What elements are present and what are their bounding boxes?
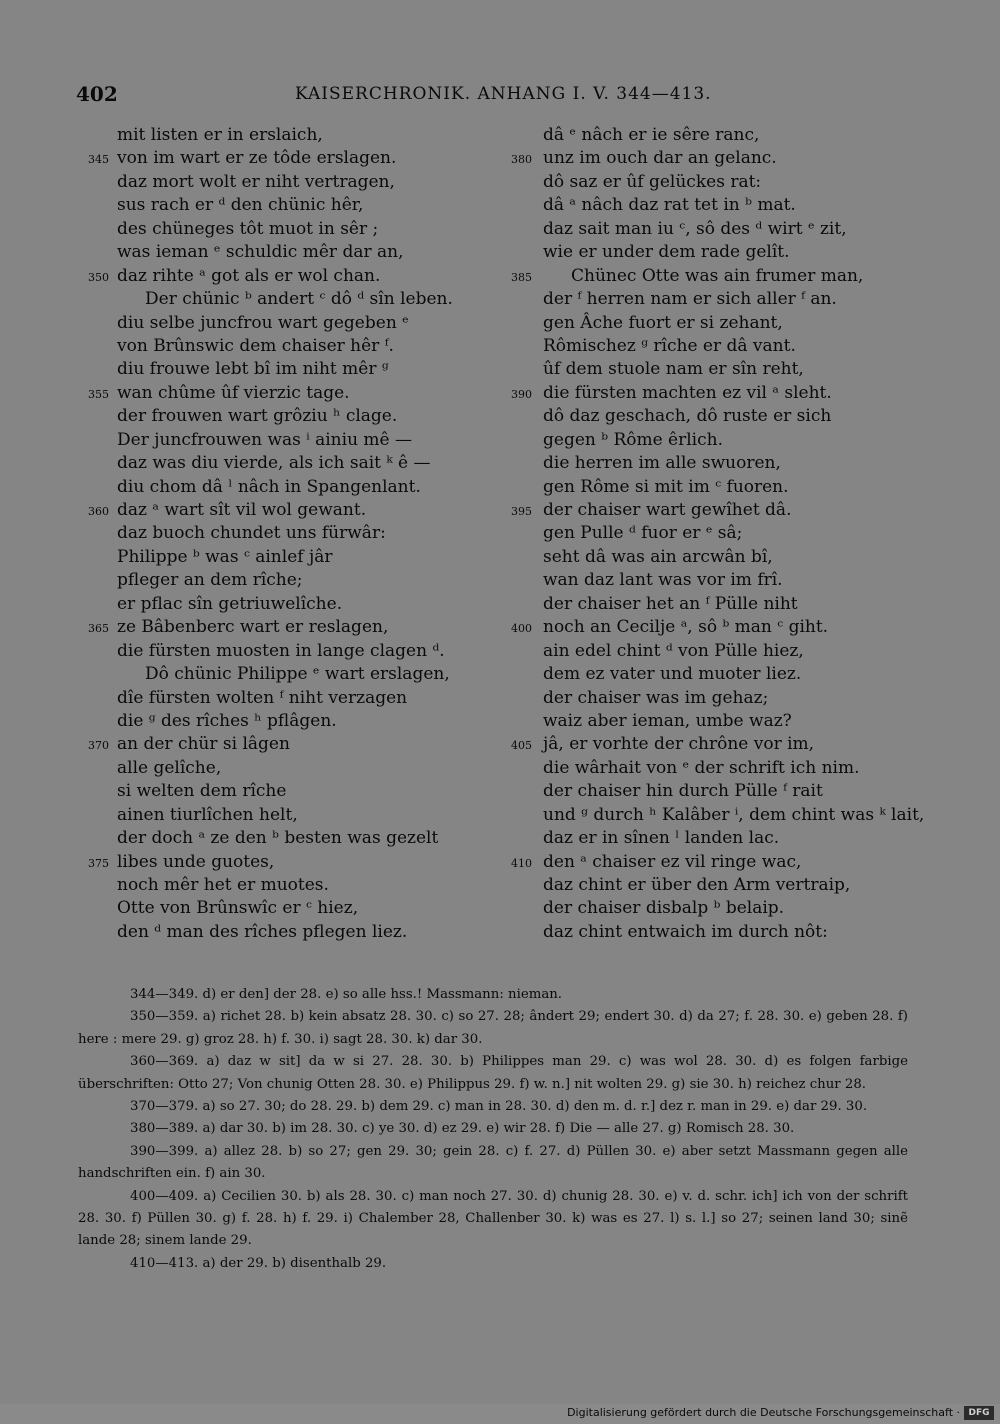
verse-text: der chaiser het an ᶠ Pülle niht	[543, 593, 798, 614]
verse-line	[505, 194, 935, 217]
verse-text: pfleger an dem rîche;	[117, 570, 303, 591]
verse-line	[72, 405, 502, 428]
verse-text: den ᵈ man des rîches pflegen liez.	[117, 921, 408, 942]
verse-number: 410	[511, 856, 532, 870]
verse-text: daz chint er über den Arm vertraip,	[543, 875, 851, 895]
verse-line	[505, 522, 935, 545]
verse-line	[72, 663, 502, 686]
verse-text: gen Rôme si mit im ᶜ fuoren.	[543, 476, 789, 497]
verse-line	[72, 312, 502, 335]
verse-line	[505, 171, 935, 194]
verse-text: der chaiser disbalp ᵇ belaip.	[543, 898, 785, 919]
verse-line	[72, 499, 502, 522]
page-header	[0, 82, 1000, 112]
verse-line	[72, 874, 502, 897]
verse-line	[505, 218, 935, 241]
verse-line	[505, 897, 935, 920]
verse-text: die herren im alle swuoren,	[543, 453, 781, 474]
verse-line	[505, 405, 935, 428]
verse-line	[505, 593, 935, 616]
verse-line	[72, 358, 502, 381]
verse-line	[505, 569, 935, 592]
verse-line	[505, 851, 935, 874]
verse-line	[72, 616, 502, 639]
right-verse-column	[505, 124, 935, 944]
verse-line	[72, 851, 502, 874]
verse-text: dô saz er ûf gelückes rat:	[543, 171, 762, 192]
verse-line	[72, 218, 502, 241]
verse-text: jâ, er vorhte der chrône vor im,	[543, 734, 815, 755]
verse-number: 375	[88, 856, 109, 870]
verse-text: die wârhait von ᵉ der schrift ich nim.	[543, 757, 860, 778]
footer-bar	[0, 1404, 1000, 1424]
verse-text: an der chür si lâgen	[117, 734, 290, 755]
verse-text: Der chünic ᵇ andert ᶜ dô ᵈ sîn leben.	[145, 289, 453, 310]
verse-line	[505, 452, 935, 475]
verse-line	[505, 921, 935, 944]
verse-line	[72, 429, 502, 452]
verse-text: was ieman ᵉ schuldic mêr dar an,	[117, 242, 404, 263]
verse-text: gen Pulle ᵈ fuor er ᵉ sâ;	[543, 523, 743, 544]
verse-number: 385	[511, 270, 532, 284]
verse-text: ûf dem stuole nam er sîn reht,	[543, 359, 804, 380]
verse-text: dîe fürsten wolten ᶠ niht verzagen	[117, 687, 408, 708]
verse-number: 370	[88, 739, 109, 753]
verse-text: daz chint entwaich im durch nôt:	[543, 921, 828, 942]
verse-text: diu selbe juncfrou wart gegeben ᵉ	[117, 312, 409, 333]
footnote-group: 410—413. a) der 29. b) disenthalb 29.	[130, 1255, 387, 1271]
verse-number: 360	[88, 505, 109, 518]
verse-line	[505, 147, 935, 170]
verse-text: dâ ᵉ nâch er ie sêre ranc,	[543, 125, 760, 145]
verse-text: und ᵍ durch ʰ Kalâber ⁱ, dem chint was ᵏ lait,	[543, 804, 925, 825]
verse-text: die fürsten machten ez vil ᵃ sleht.	[543, 382, 832, 403]
verse-text: dem ez vater und muoter liez.	[543, 664, 802, 685]
verse-line	[72, 921, 502, 944]
verse-line	[72, 569, 502, 592]
verse-number: 390	[511, 387, 532, 401]
verse-text: alle gelîche,	[117, 757, 222, 778]
left-verse-column	[72, 124, 502, 944]
verse-line	[72, 710, 502, 733]
dfg-logo: DFG	[964, 1406, 994, 1420]
verse-text: diu frouwe lebt bî im niht mêr ᵍ	[117, 359, 389, 380]
verse-line	[72, 171, 502, 194]
verse-line	[505, 663, 935, 686]
verse-line	[505, 616, 935, 639]
verse-text: waiz aber ieman, umbe waz?	[543, 710, 792, 731]
verse-line	[72, 593, 502, 616]
verse-line	[72, 897, 502, 920]
verse-number: 365	[88, 622, 109, 636]
verse-line	[505, 358, 935, 381]
verse-line	[72, 757, 502, 780]
verse-number: 345	[88, 153, 109, 167]
verse-text: ze Bâbenberc wart er reslagen,	[117, 617, 389, 638]
verse-line	[505, 382, 935, 405]
verse-text: gegen ᵇ Rôme êrlich.	[543, 429, 723, 450]
verse-text: wie er under dem rade gelît.	[543, 242, 790, 263]
verse-text: der chaiser was im gehaz;	[543, 687, 769, 708]
verse-line	[505, 757, 935, 780]
verse-line	[72, 194, 502, 217]
verse-line	[72, 241, 502, 264]
verse-text: er pflac sîn getriuwelîche.	[117, 593, 343, 614]
verse-text: daz mort wolt er niht vertragen,	[117, 171, 395, 192]
verse-text: von Brûnswic dem chaiser hêr ᶠ.	[117, 335, 394, 356]
verse-text: diu chom dâ ˡ nâch in Spangenlant.	[117, 476, 421, 497]
verse-text: daz rihte ᵃ got als er wol chan.	[117, 265, 381, 286]
verse-text: noch an Cecilje ᵃ, sô ᵇ man ᶜ giht.	[543, 617, 829, 638]
verse-text: gen Âche fuort er si zehant,	[543, 312, 783, 333]
verse-line	[72, 804, 502, 827]
verse-line	[505, 499, 935, 522]
verse-line	[505, 780, 935, 803]
verse-line	[505, 733, 935, 756]
verse-line	[72, 546, 502, 569]
verse-number: 405	[511, 739, 532, 753]
verse-line	[505, 827, 935, 850]
verse-text: daz was diu vierde, als ich sait ᵏ ê —	[117, 453, 431, 474]
verse-line	[72, 733, 502, 756]
verse-line	[72, 382, 502, 405]
verse-line	[505, 687, 935, 710]
verse-line	[505, 335, 935, 358]
footnote-group: 370—379. a) so 27. 30; do 28. 29. b) dem 29. c) man in 28. 30. d) den m. d. r.] dez r. man in 29. e) dar 29. 30.	[130, 1099, 868, 1115]
footnote-group: 380—389. a) dar 30. b) im 28. 30. c) ye 30. d) ez 29. e) wir 28. f) Die — alle 27. g) Romisch 28. 30.	[130, 1121, 795, 1137]
verse-line	[72, 640, 502, 663]
verse-text: des chüneges tôt muot in sêr ;	[117, 218, 379, 239]
verse-text: mit listen er in erslaich,	[117, 125, 323, 145]
verse-text: der chaiser wart gewîhet dâ.	[543, 500, 792, 520]
verse-line	[72, 827, 502, 850]
verse-text: dâ ᵃ nâch daz rat tet in ᵇ mat.	[543, 195, 796, 216]
verse-text: daz ᵃ wart sît vil wol gewant.	[117, 500, 367, 520]
verse-line	[505, 804, 935, 827]
verse-line	[505, 546, 935, 569]
footnotes	[78, 984, 908, 1275]
footnote-group: 400—409. a) Cecilien 30. b) als 28. 30. c) man noch 27. 30. d) chunig 28. 30. e) v. d. schr. ich] ich von der schrift 28. 30. f) Püllen 30. g) f. 28. h) f. 29. i) Chalember 28, Challenber 30. k) was es 27. l) s. l.] so 27; seinen land 30; sinẽ lande 28; sinem lande 29.	[78, 1188, 908, 1249]
verse-text: daz sait man iu ᶜ, sô des ᵈ wirt ᵉ zit,	[543, 218, 847, 239]
running-head: KAISERCHRONIK. ANHANG I. V. 344—413.	[295, 84, 712, 104]
footnote-group: 344—349. d) er den] der 28. e) so alle hss.! Massmann: nieman.	[130, 987, 563, 1002]
verse-text: noch mêr het er muotes.	[117, 875, 329, 895]
verse-text: Dô chünic Philippe ᵉ wart erslagen,	[145, 664, 450, 685]
verse-line	[505, 640, 935, 663]
verse-text: Otte von Brûnswîc er ᶜ hiez,	[117, 898, 359, 919]
verse-line	[505, 241, 935, 264]
verse-number: 400	[511, 622, 532, 636]
verse-text: daz er in sînen ˡ landen lac.	[543, 828, 780, 849]
verse-line	[505, 429, 935, 452]
verse-text: Der juncfrouwen was ⁱ ainiu mê —	[117, 429, 413, 450]
verse-text: Rômischez ᵍ rîche er dâ vant.	[543, 335, 796, 356]
verse-line	[72, 124, 502, 147]
verse-text: wan daz lant was vor im frî.	[543, 570, 783, 591]
verse-number: 380	[511, 153, 532, 167]
verse-text: den ᵃ chaiser ez vil ringe wac,	[543, 851, 802, 872]
verse-line	[72, 452, 502, 475]
verse-text: der chaiser hin durch Pülle ᶠ rait	[543, 781, 823, 802]
verse-line	[505, 312, 935, 335]
verse-text: sus rach er ᵈ den chünic hêr,	[117, 195, 364, 216]
verse-line	[505, 265, 935, 288]
verse-line	[72, 335, 502, 358]
verse-text: der ᶠ herren nam er sich aller ᶠ an.	[543, 289, 837, 310]
verse-text: Chünec Otte was ain frumer man,	[571, 265, 864, 286]
verse-text: wan chûme ûf vierzic tage.	[117, 382, 350, 403]
verse-text: Philippe ᵇ was ᶜ ainlef jâr	[117, 546, 333, 567]
verse-line	[72, 288, 502, 311]
footnote-group: 350—359. a) richet 28. b) kein absatz 28. 30. c) so 27. 28; ândert 29; endert 30. d) da 27; f. 28. 30. e) geben 28. f) here : mere 29. g) groz 28. h) f. 30. i) sagt 28. 30. k) dar 30.	[78, 1009, 908, 1047]
verse-text: von im wart er ze tôde erslagen.	[117, 148, 397, 169]
verse-text: dô daz geschach, dô ruste er sich	[543, 406, 832, 427]
verse-text: ain edel chint ᵈ von Pülle hiez,	[543, 640, 804, 661]
verse-text: seht dâ was ain arcwân bî,	[543, 546, 773, 567]
page-number: 402	[76, 82, 118, 106]
verse-line	[72, 780, 502, 803]
verse-text: die ᵍ des rîches ʰ pflâgen.	[117, 710, 337, 731]
verse-number: 350	[88, 270, 109, 284]
verse-text: si welten dem rîche	[117, 781, 287, 802]
verse-line	[505, 288, 935, 311]
verse-text: daz buoch chundet uns fürwâr:	[117, 523, 386, 544]
verse-text: unz im ouch dar an gelanc.	[543, 148, 777, 169]
footnote-group: 360—369. a) daz w sit] da w si 27. 28. 30. b) Philippes man 29. c) was wol 28. 30. d) es folgen farbige überschriften: Otto 27; Von chunig Otten 28. 30. e) Philippus 29. f) w. n.] nit wolten 29. g) sie 30. h) reichez chur 28.	[78, 1054, 908, 1092]
verse-text: der doch ᵃ ze den ᵇ besten was gezelt	[117, 828, 439, 849]
footnote-group: 390—399. a) allez 28. b) so 27; gen 29. 30; gein 28. c) f. 27. d) Püllen 30. e) aber setzt Massmann gegen alle handschriften ein. f) ain 30.	[78, 1143, 908, 1182]
verse-line	[72, 522, 502, 545]
verse-line	[505, 710, 935, 733]
verse-text: der frouwen wart grôziu ʰ clage.	[117, 406, 398, 427]
verse-number: 395	[511, 505, 532, 518]
verse-line	[505, 476, 935, 499]
verse-line	[72, 147, 502, 170]
verse-line	[72, 265, 502, 288]
verse-line	[505, 874, 935, 897]
funding-notice: Digitalisierung gefördert durch die Deutsche Forschungsgemeinschaft ·	[567, 1406, 960, 1419]
verse-text: ainen tiurlîchen helt,	[117, 804, 298, 825]
verse-text: die fürsten muosten in lange clagen ᵈ.	[117, 640, 445, 661]
verse-number: 355	[88, 387, 109, 401]
verse-line	[72, 687, 502, 710]
verse-line	[72, 476, 502, 499]
verse-line	[505, 124, 935, 147]
verse-text: libes unde guotes,	[117, 851, 275, 872]
